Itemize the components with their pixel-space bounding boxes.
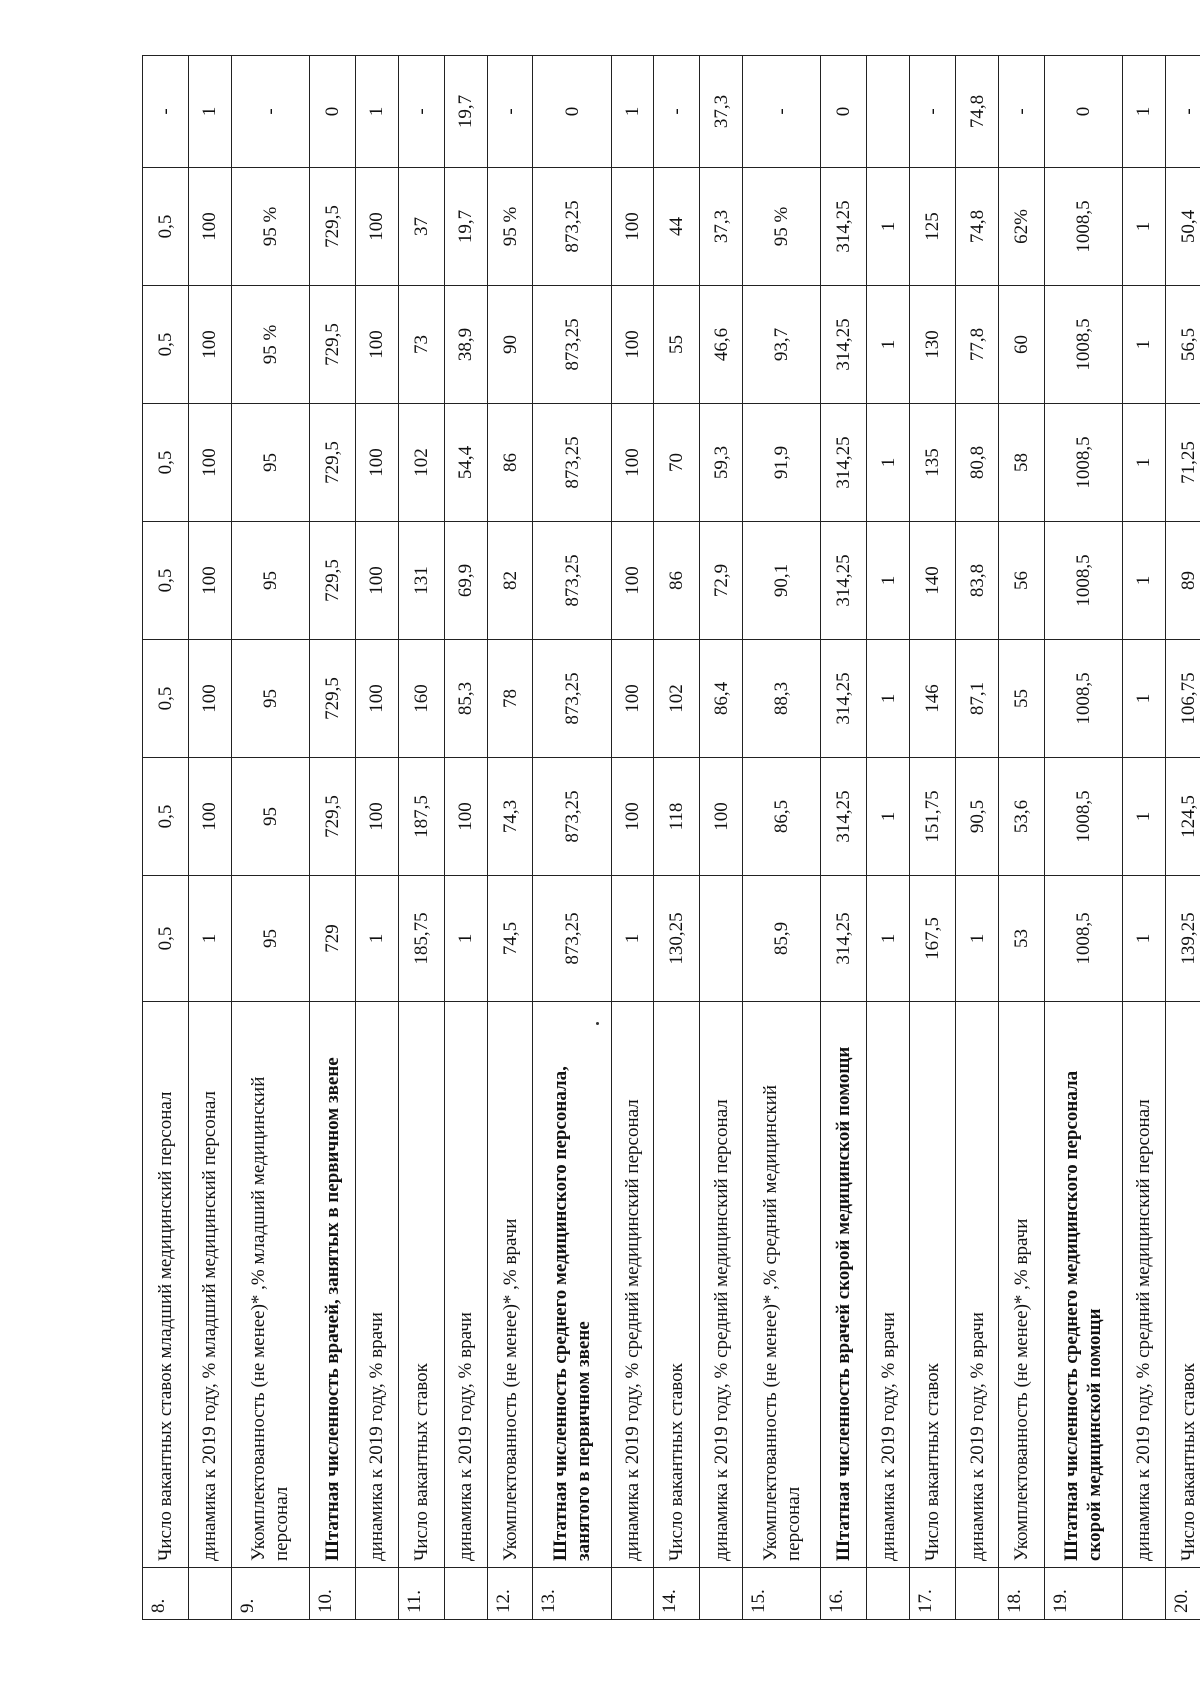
value-cell: 1008,5 [1044, 640, 1122, 758]
row-number [867, 1568, 910, 1620]
value-cell: 93,7 [743, 286, 821, 404]
value-cell: 85,3 [444, 640, 487, 758]
value-cell: 0,5 [143, 522, 189, 640]
value-cell: 58 [998, 404, 1044, 522]
row-number: 11. [398, 1568, 444, 1620]
value-cell: 95 [231, 758, 309, 876]
value-cell: 729 [309, 876, 355, 1002]
row-number [956, 1568, 999, 1620]
value-cell: 82 [487, 522, 533, 640]
value-cell: 1 [355, 56, 398, 168]
value-cell: 873,25 [533, 522, 611, 640]
value-cell: 72,9 [700, 522, 743, 640]
value-cell: 1008,5 [1044, 286, 1122, 404]
value-cell: 1 [188, 56, 231, 168]
row-number: 19. [1044, 1568, 1122, 1620]
table-row [1044, 56, 1122, 1620]
value-cell: 46,6 [700, 286, 743, 404]
table-row [743, 56, 821, 1620]
value-cell: 185,75 [398, 876, 444, 1002]
indicator-name: динамика к 2019 году, % средний медицинский персонал [1123, 1002, 1166, 1568]
value-cell: 729,5 [309, 640, 355, 758]
value-cell: 1 [1123, 168, 1166, 286]
value-cell: 74,5 [487, 876, 533, 1002]
value-cell: 1 [867, 286, 910, 404]
indicator-name: динамика к 2019 году, % врачи [867, 1002, 910, 1568]
indicator-name: Укомплектованность (не менее)* ,% врачи [998, 1002, 1044, 1568]
value-cell: 73 [398, 286, 444, 404]
indicator-name: Число вакантных ставок [1165, 1002, 1200, 1568]
value-cell: 86 [487, 404, 533, 522]
value-cell: 87,1 [956, 640, 999, 758]
value-cell: 89 [1165, 522, 1200, 640]
value-cell: 37,3 [700, 56, 743, 168]
value-cell: 86 [654, 522, 700, 640]
value-cell: 85,9 [743, 876, 821, 1002]
value-cell: 1 [867, 640, 910, 758]
value-cell: 1 [867, 876, 910, 1002]
indicator-name: Укомплектованность (не менее)* ,% врачи [487, 1002, 533, 1568]
indicator-name: динамика к 2019 году, % врачи [355, 1002, 398, 1568]
value-cell: 873,25 [533, 286, 611, 404]
value-cell: - [998, 56, 1044, 168]
value-cell: 873,25 [533, 404, 611, 522]
table-row [700, 56, 743, 1620]
table-row [1165, 56, 1200, 1620]
value-cell: 19,7 [444, 168, 487, 286]
value-cell: 0 [1044, 56, 1122, 168]
value-cell: 74,3 [487, 758, 533, 876]
value-cell: 1008,5 [1044, 404, 1122, 522]
value-cell: 1 [1123, 56, 1166, 168]
row-number [188, 1568, 231, 1620]
value-cell: 873,25 [533, 168, 611, 286]
value-cell: 100 [355, 640, 398, 758]
row-number: 16. [821, 1568, 867, 1620]
value-cell: 131 [398, 522, 444, 640]
value-cell: 95 % [231, 286, 309, 404]
value-cell: 314,25 [821, 876, 867, 1002]
value-cell: 729,5 [309, 758, 355, 876]
value-cell: 95 [231, 640, 309, 758]
row-number: 15. [743, 1568, 821, 1620]
row-number: 20. [1165, 1568, 1200, 1620]
value-cell: 69,9 [444, 522, 487, 640]
value-cell: 100 [188, 522, 231, 640]
table-row [487, 56, 533, 1620]
value-cell: 95 % [487, 168, 533, 286]
value-cell: 1 [355, 876, 398, 1002]
value-cell: 37 [398, 168, 444, 286]
value-cell: 78 [487, 640, 533, 758]
value-cell: 314,25 [821, 640, 867, 758]
value-cell: 1 [956, 876, 999, 1002]
value-cell: 74,8 [956, 168, 999, 286]
table-row [143, 56, 189, 1620]
value-cell: 102 [398, 404, 444, 522]
value-cell: 314,25 [821, 404, 867, 522]
value-cell: 130 [910, 286, 956, 404]
value-cell: 1 [611, 876, 654, 1002]
value-cell: 95 [231, 876, 309, 1002]
table-row [309, 56, 355, 1620]
value-cell: 70 [654, 404, 700, 522]
value-cell: 160 [398, 640, 444, 758]
indicator-name: Число вакантных ставок [398, 1002, 444, 1568]
table-row [533, 56, 611, 1620]
row-number: 9. [231, 1568, 309, 1620]
indicator-name: Штатная численность врачей, занятых в первичном звене [309, 1002, 355, 1568]
value-cell: 100 [188, 640, 231, 758]
table-row [910, 56, 956, 1620]
row-number: 17. [910, 1568, 956, 1620]
indicator-name: Штатная численность среднего медицинского персонала, занятого в первичном звене [533, 1002, 611, 1568]
value-cell: 56,5 [1165, 286, 1200, 404]
value-cell: 54,4 [444, 404, 487, 522]
table-row [444, 56, 487, 1620]
value-cell: 106,75 [1165, 640, 1200, 758]
indicator-name: Укомплектованность (не менее)* ,% младший медицинский персонал [231, 1002, 309, 1568]
value-cell: 1 [867, 522, 910, 640]
table-row [611, 56, 654, 1620]
value-cell: 100 [611, 758, 654, 876]
table-row [867, 56, 910, 1620]
value-cell: 100 [611, 286, 654, 404]
staffing-table [142, 55, 1200, 1620]
value-cell: 74,8 [956, 56, 999, 168]
value-cell: 314,25 [821, 286, 867, 404]
value-cell: 0,5 [143, 758, 189, 876]
indicator-name: динамика к 2019 году, % младший медицинский персонал [188, 1002, 231, 1568]
value-cell: 314,25 [821, 168, 867, 286]
value-cell: 53 [998, 876, 1044, 1002]
value-cell: 71,25 [1165, 404, 1200, 522]
value-cell: 95 [231, 404, 309, 522]
value-cell: 95 % [743, 168, 821, 286]
value-cell: 1 [1123, 404, 1166, 522]
value-cell: 90,5 [956, 758, 999, 876]
row-number: 10. [309, 1568, 355, 1620]
table-body [143, 56, 1200, 1620]
value-cell: 124,5 [1165, 758, 1200, 876]
value-cell: 55 [998, 640, 1044, 758]
value-cell: 1008,5 [1044, 758, 1122, 876]
value-cell: 1 [867, 168, 910, 286]
table-row [956, 56, 999, 1620]
value-cell: 1008,5 [1044, 876, 1122, 1002]
value-cell: 50,4 [1165, 168, 1200, 286]
value-cell: 1 [1123, 522, 1166, 640]
value-cell: 86,4 [700, 640, 743, 758]
value-cell: 729,5 [309, 404, 355, 522]
table-row [1123, 56, 1166, 1620]
value-cell: 100 [355, 522, 398, 640]
value-cell: 139,25 [1165, 876, 1200, 1002]
value-cell: 1 [188, 876, 231, 1002]
table-row [188, 56, 231, 1620]
indicator-name: Укомплектованность (не менее)* ,% средний медицинский персонал [743, 1002, 821, 1568]
value-cell: 100 [355, 168, 398, 286]
value-cell: 0,5 [143, 286, 189, 404]
value-cell: 1008,5 [1044, 522, 1122, 640]
value-cell: 146 [910, 640, 956, 758]
value-cell: 44 [654, 168, 700, 286]
value-cell: - [654, 56, 700, 168]
indicator-name: динамика к 2019 году, % средний медицинский персонал [700, 1002, 743, 1568]
value-cell: 38,9 [444, 286, 487, 404]
rotated-table-wrapper [142, 56, 1200, 1620]
value-cell: 873,25 [533, 876, 611, 1002]
value-cell: 314,25 [821, 758, 867, 876]
value-cell: 100 [188, 758, 231, 876]
indicator-name: Число вакантных ставок [654, 1002, 700, 1568]
table-row [998, 56, 1044, 1620]
value-cell: 90 [487, 286, 533, 404]
value-cell [700, 876, 743, 1002]
value-cell: 62% [998, 168, 1044, 286]
row-number: 14. [654, 1568, 700, 1620]
value-cell: 100 [611, 168, 654, 286]
value-cell: 53,6 [998, 758, 1044, 876]
value-cell: 95 [231, 522, 309, 640]
value-cell: 1 [867, 404, 910, 522]
value-cell: 873,25 [533, 640, 611, 758]
value-cell: 187,5 [398, 758, 444, 876]
row-number [1123, 1568, 1166, 1620]
value-cell: 130,25 [654, 876, 700, 1002]
row-number: 12. [487, 1568, 533, 1620]
value-cell: 100 [611, 522, 654, 640]
value-cell: 0 [533, 56, 611, 168]
value-cell: 100 [444, 758, 487, 876]
value-cell: - [487, 56, 533, 168]
row-number: 8. [143, 1568, 189, 1620]
indicator-name: Штатная численность врачей скорой медицинской помощи [821, 1002, 867, 1568]
table-row [355, 56, 398, 1620]
value-cell: 100 [611, 404, 654, 522]
value-cell: 100 [700, 758, 743, 876]
value-cell: - [143, 56, 189, 168]
value-cell: 873,25 [533, 758, 611, 876]
value-cell: 80,8 [956, 404, 999, 522]
value-cell: 1 [1123, 758, 1166, 876]
row-number [444, 1568, 487, 1620]
table-row [654, 56, 700, 1620]
indicator-name: динамика к 2019 году, % врачи [444, 1002, 487, 1568]
value-cell: 100 [188, 168, 231, 286]
indicator-name: Штатная численность среднего медицинского персонала скорой медицинской помощи [1044, 1002, 1122, 1568]
indicator-name: Число вакантных ставок [910, 1002, 956, 1568]
indicator-name: динамика к 2019 году, % врачи [956, 1002, 999, 1568]
indicator-name: динамика к 2019 году, % средний медицинский персонал [611, 1002, 654, 1568]
value-cell: 151,75 [910, 758, 956, 876]
value-cell [867, 56, 910, 168]
value-cell: 135 [910, 404, 956, 522]
value-cell: 167,5 [910, 876, 956, 1002]
value-cell: 0,5 [143, 404, 189, 522]
value-cell: 100 [188, 286, 231, 404]
value-cell: 102 [654, 640, 700, 758]
value-cell: 0,5 [143, 876, 189, 1002]
value-cell: 1 [1123, 286, 1166, 404]
value-cell: 59,3 [700, 404, 743, 522]
value-cell: 0 [821, 56, 867, 168]
row-number [700, 1568, 743, 1620]
value-cell: 91,9 [743, 404, 821, 522]
value-cell: - [1165, 56, 1200, 168]
value-cell: - [231, 56, 309, 168]
value-cell: 19,7 [444, 56, 487, 168]
value-cell: 1 [1123, 876, 1166, 1002]
value-cell: 1 [611, 56, 654, 168]
value-cell: 77,8 [956, 286, 999, 404]
row-number [611, 1568, 654, 1620]
table-row [231, 56, 309, 1620]
value-cell: 729,5 [309, 286, 355, 404]
value-cell: 0 [309, 56, 355, 168]
value-cell: 90,1 [743, 522, 821, 640]
value-cell: 314,25 [821, 522, 867, 640]
value-cell: 140 [910, 522, 956, 640]
value-cell: 729,5 [309, 522, 355, 640]
value-cell: 100 [188, 404, 231, 522]
value-cell: 37,3 [700, 168, 743, 286]
row-number [355, 1568, 398, 1620]
value-cell: 83,8 [956, 522, 999, 640]
value-cell: 56 [998, 522, 1044, 640]
value-cell: 1008,5 [1044, 168, 1122, 286]
value-cell: 729,5 [309, 168, 355, 286]
value-cell: 95 % [231, 168, 309, 286]
value-cell: 0,5 [143, 168, 189, 286]
value-cell: - [398, 56, 444, 168]
value-cell: 0,5 [143, 640, 189, 758]
value-cell: - [910, 56, 956, 168]
value-cell: 100 [611, 640, 654, 758]
table-row [821, 56, 867, 1620]
value-cell: 60 [998, 286, 1044, 404]
value-cell: 55 [654, 286, 700, 404]
value-cell: 118 [654, 758, 700, 876]
value-cell: 100 [355, 286, 398, 404]
value-cell: 100 [355, 404, 398, 522]
indicator-name: Число вакантных ставок младший медицинский персонал [143, 1002, 189, 1568]
value-cell: 86,5 [743, 758, 821, 876]
value-cell: - [743, 56, 821, 168]
value-cell: 125 [910, 168, 956, 286]
value-cell: 88,3 [743, 640, 821, 758]
value-cell: 100 [355, 758, 398, 876]
value-cell: 1 [867, 758, 910, 876]
row-number: 13. [533, 1568, 611, 1620]
row-number: 18. [998, 1568, 1044, 1620]
value-cell: 1 [444, 876, 487, 1002]
table-row [398, 56, 444, 1620]
value-cell: 1 [1123, 640, 1166, 758]
